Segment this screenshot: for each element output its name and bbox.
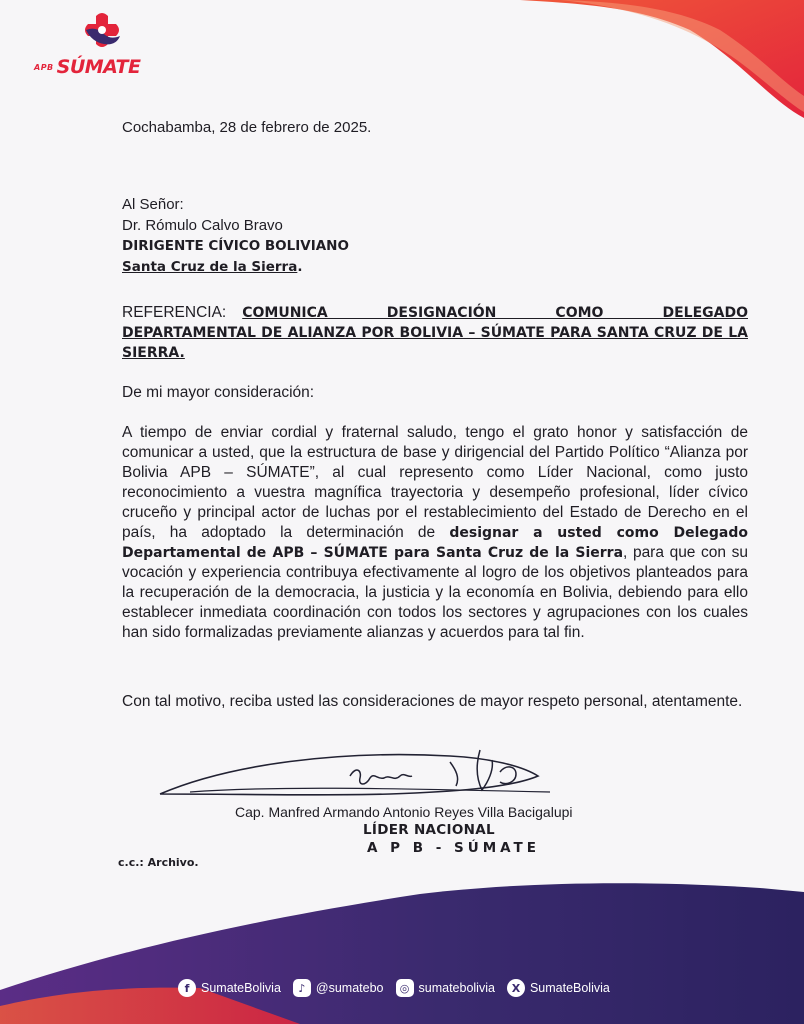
tiktok-icon: ♪ (293, 979, 311, 997)
body-text-part2: , para que con su vocación y experiencia contribuya efectivamente al logro de los objetivos planteados para la recuperación de la democracia, la justicia y la economía en Bolivia, debiendo para ello establecer inmediata coordinación con todos los sectores y agrupaciones con los cuales han sido formalizadas previamente alianzas y acuerdos para tal fin. (122, 544, 749, 641)
social-tiktok-label: @sumatebo (315, 981, 384, 995)
logo-wordmark (34, 56, 141, 78)
signatory-party: A P B - SÚMATE (367, 840, 540, 856)
social-facebook-label: SumateBolivia (201, 981, 281, 995)
reference-subject-line1: COMUNICA DESIGNACIÓN COMO DELEGADO (242, 305, 748, 321)
logo-prefix: APB (34, 63, 54, 72)
social-x[interactable] (507, 979, 610, 997)
social-tiktok[interactable] (293, 979, 384, 997)
recipient-city-line (122, 257, 748, 278)
social-x-label: SumateBolivia (529, 981, 610, 995)
social-links (178, 979, 610, 997)
reference-subject-rest-wrap (122, 323, 748, 363)
recipient-block (122, 194, 748, 278)
social-facebook[interactable] (178, 979, 281, 997)
recipient-salutation: Al Señor: (122, 196, 184, 213)
body-text-part1: A tiempo de enviar cordial y fraternal saludo, tengo el grato honor y satisfacción de comunicar a usted, que la estructura de base y dirigencial del Partido Político “Alianza por Bolivia APB – SÚMATE”, al cual represento como Líder Nacional, como justo reconocimiento a vuestra magnífica trayectoria y desempeño profesional, líder cívico cruceño y principal actor de luchas por el restablecimiento del Estado de Derecho en el país, ha adoptado la determinación de (122, 424, 748, 541)
facebook-icon: f (178, 979, 196, 997)
carbon-copy-note: c.c.: Archivo. (118, 856, 199, 869)
instagram-icon: ◎ (396, 979, 414, 997)
recipient-city: Santa Cruz de la Sierra (122, 259, 298, 275)
signatory-role: LÍDER NACIONAL (363, 822, 495, 838)
logo-cross-icon (80, 12, 124, 52)
handwritten-signature (150, 742, 570, 806)
recipient-title: DIRIGENTE CÍVICO BOLIVIANO (122, 238, 349, 254)
footer-decoration (0, 880, 804, 1024)
reference-subject-rest: DEPARTAMENTAL DE ALIANZA POR BOLIVIA – SÚMATE PARA SANTA CRUZ DE LA SIERRA. (122, 325, 748, 361)
body-text-bold: designar a usted como Delegado Departamental de APB – SÚMATE para Santa Cruz de la Sierra (122, 525, 748, 561)
reference-block (122, 303, 748, 323)
apb-sumate-logo (34, 12, 164, 82)
logo-name: SÚMATE (56, 56, 141, 78)
body-paragraph (122, 423, 748, 643)
date-line: Cochabamba, 28 de febrero de 2025. (122, 119, 372, 136)
reference-label: REFERENCIA: (122, 304, 227, 321)
social-instagram-label: sumatebolivia (418, 981, 495, 995)
reference-subject (242, 303, 748, 323)
signatory-name: Cap. Manfred Armando Antonio Reyes Villa Bacigalupi (235, 804, 573, 820)
x-icon: X (507, 979, 525, 997)
social-instagram[interactable] (396, 979, 495, 997)
recipient-name: Dr. Rómulo Calvo Bravo (122, 217, 283, 234)
closing-paragraph: Con tal motivo, reciba usted las consideraciones de mayor respeto personal, atentamente. (122, 693, 743, 710)
recipient-city-suffix: . (297, 259, 303, 275)
greeting: De mi mayor consideración: (122, 384, 315, 401)
